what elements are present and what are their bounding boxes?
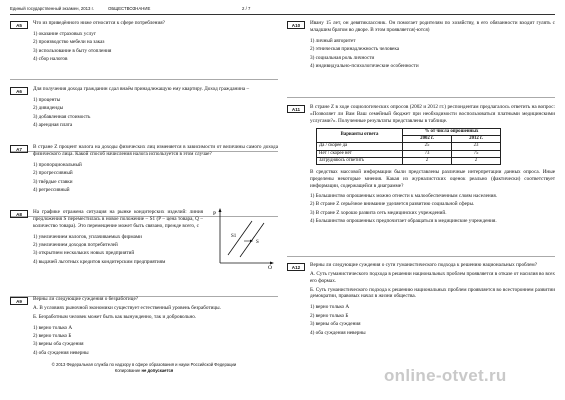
answer-option[interactable]: 2) верно только Б [310, 312, 349, 319]
question-number: A11 [287, 105, 305, 113]
question-number: A7 [10, 145, 28, 153]
answer-option[interactable]: 2) производство мебели на заказ [33, 39, 105, 46]
question-a9 [10, 296, 278, 358]
answer-option[interactable]: 1) верно только А [33, 324, 73, 331]
answer-option[interactable]: 1) Большинство опрошенных можно отнести к малообеспеченным слоям населения. [310, 192, 498, 199]
question-number: A10 [287, 21, 305, 29]
answer-option[interactable]: 3) В стране Z хорошо развита сеть медицинских учреждений. [310, 209, 447, 216]
answer-option[interactable]: 3) использование в быту отопления [33, 47, 112, 54]
answer-options [310, 193, 555, 225]
answer-option[interactable]: 2) прогрессивный [33, 170, 73, 177]
answer-option[interactable]: 1) пропорциональный [33, 161, 82, 168]
question-number: A6 [10, 87, 28, 95]
answer-option[interactable]: 4) индивидуально-психологические особенности [310, 63, 419, 70]
watermark: online-otvet.ru [384, 366, 507, 385]
table-header-percent: % от числа опрошенных [403, 128, 501, 135]
question-text: Верны ли следующие суждения о безработице? [33, 296, 139, 302]
question-text: Что из приведённого ниже относится к сфере потребления? [33, 20, 165, 26]
page-header [10, 6, 280, 13]
question-text: Для получения дохода гражданин сдал внаём принадлежащую ему квартиру. Доход гражданина – [33, 86, 250, 92]
table-cell-value: 2 [452, 157, 501, 164]
answer-options [33, 162, 278, 194]
statement-b: Б. Безработным человек может быть как вынужденно, так и добровольно. [33, 313, 197, 320]
answer-options [33, 97, 278, 129]
answer-option[interactable]: 3) твёрдые ставки [33, 178, 73, 185]
copyright-text: © 2013 Федеральная служба по надзору в сфере образования и науки Российской Федерации [51, 362, 237, 367]
header-exam-title: Единый государственный экзамен, 2013 г. [10, 6, 94, 11]
table-header-year: 2002 г. [403, 135, 452, 142]
table-cell-label: Нет / скорее нет [317, 150, 403, 157]
question-a12 [287, 262, 555, 338]
statement-b: Б. Суть гуманистического подхода к решению национальных проблем проявляется во всестороннем развитии демократии, правовых начал в жизни общества. [310, 286, 555, 300]
answer-option[interactable]: 3) верны оба суждения [310, 321, 361, 328]
table-row [317, 143, 501, 150]
copy-notice: Копирование [114, 367, 142, 373]
table-cell-label: Затрудняюсь ответить [317, 157, 403, 164]
question-number: A5 [10, 21, 28, 29]
header-divider [10, 14, 555, 15]
table-cell-value: 25 [403, 143, 452, 150]
answer-option[interactable]: 4) Большинство опрошенных предпочитает обращаться в медицинские учреждения. [310, 218, 497, 225]
question-separator [287, 256, 555, 257]
question-a6 [10, 86, 278, 131]
answer-option[interactable]: 2) верно только Б [33, 333, 72, 340]
question-number: A8 [10, 210, 28, 218]
answer-option[interactable]: 2) увеличением доходов потребителей [33, 242, 118, 249]
interpretation-text: В средствах массовой информации были представлены различные интерпретации данных опроса. Иные пределены некоторые мнения. Какая из журналистских оценок реально (фактически) соответствует информации, содержащейся в диаграмме? [310, 169, 555, 189]
axis-p-label: P [213, 211, 217, 217]
answer-option[interactable]: 4) сбор налогов [33, 56, 68, 63]
answer-option[interactable]: 3) добавленная стоимость [33, 113, 91, 120]
axis-p-arrow [219, 208, 222, 212]
answer-option[interactable]: 1) увеличением налогов, уплачиваемых фирмами [33, 233, 142, 240]
header-page-number: 2 / 7 [242, 6, 251, 11]
answer-option[interactable]: 3) открытием нескольких новых предприятий [33, 250, 135, 257]
axis-q-label: Q [268, 265, 272, 269]
question-a11 [287, 104, 555, 227]
answer-option[interactable]: 2) этническая принадлежность человека [310, 46, 400, 53]
table-row [317, 150, 501, 157]
supply-line-s1 [240, 223, 264, 257]
table-header-year: 2012 г. [452, 135, 501, 142]
header-subject: ОБЩЕСТВОЗНАНИЕ [108, 6, 151, 11]
question-a8 [10, 209, 278, 267]
answer-options [310, 38, 555, 70]
question-separator [10, 79, 278, 80]
answer-option[interactable]: 2) дивиденды [33, 105, 64, 112]
answer-options [310, 304, 555, 336]
statement-a: А. В условиях рыночной экономики существует естественный уровень безработицы. [33, 304, 221, 311]
answer-option[interactable]: 1) оказание страховых услуг [33, 30, 97, 37]
copy-notice-emphasis: не допускается [141, 367, 174, 373]
answer-option[interactable]: 2) В стране Z серьёзное внимание уделяется развитию социальной сферы. [310, 201, 475, 208]
table-cell-value: 2 [403, 157, 452, 164]
answer-options [33, 31, 278, 63]
answer-option[interactable]: 4) арендная плата [33, 122, 73, 129]
line-s-label: S [256, 240, 259, 245]
supply-shift-graph [210, 207, 278, 269]
question-number: A12 [287, 263, 305, 271]
answer-option[interactable]: 1) проценты [33, 96, 61, 103]
statement-a: А. Суть гуманистического подхода в решении национальных проблем проявляется в отказе от насилия во всех его формах. [310, 270, 555, 284]
answer-option[interactable]: 1) личный авторитет [310, 37, 356, 44]
question-text: В стране Z процент налога на доходы физических лиц изменяется в зависимости от величины самого дохода физического лица. Какой способ начисления налога используется в этом случае? [33, 144, 278, 157]
table-cell-label: Да / скорее да [317, 143, 403, 150]
table-row [317, 157, 501, 164]
question-text: Ивану 15 лет, он девятиклассник. Он помогает родителям по хозяйству, в его обязанности входит гулять с младшим братом во дворе. В этом проявляется(-ются) [310, 20, 555, 33]
question-text: На графике отражена ситуация на рынке кондитерских изделий: линия предложения S переместилась в новое положение – S1 (P – цена товара, Q – количество товара). Это перемещение может быть связано, прежде всего, с [33, 209, 203, 229]
answer-options [33, 325, 278, 357]
answer-option[interactable]: 4) регрессивный [33, 187, 70, 194]
answer-option[interactable]: 4) оба суждения неверны [33, 349, 89, 356]
table-cell-value: 75 [452, 150, 501, 157]
answer-option[interactable]: 4) оба суждения неверны [310, 329, 366, 336]
answer-option[interactable]: 3) социальная роль личности [310, 54, 375, 61]
answer-option[interactable]: 1) верно только А [310, 304, 350, 311]
question-a7 [10, 144, 278, 196]
question-a10 [287, 20, 555, 72]
page-footer [10, 362, 278, 373]
question-text: Верны ли следующие суждения о сути гуманистического подхода к решению национальных проблем? [310, 262, 538, 268]
answer-option[interactable]: 3) верны оба суждения [33, 341, 84, 348]
poll-results-table [316, 128, 501, 166]
table-header-variant: Варианты ответа [317, 128, 403, 143]
answer-option[interactable]: 4) выдачей льготных кредитов кондитерским предприятиям [33, 258, 166, 265]
question-a5 [10, 20, 278, 65]
table-cell-value: 73 [403, 150, 452, 157]
question-number: A9 [10, 297, 28, 305]
question-text: В стране Z в ходе социологических опросов (2002 и 2012 гг.) респондентам предлагалось ответить на вопрос: «Позволяет ли Вам Ваш семейный бюджет при необходимости воспользоваться платными медицинскими услугами?». Полученные результаты представлены в таблице. [310, 104, 555, 124]
table-cell-value: 23 [452, 143, 501, 150]
question-separator [287, 97, 555, 98]
line-s1-label: S1 [231, 234, 237, 239]
